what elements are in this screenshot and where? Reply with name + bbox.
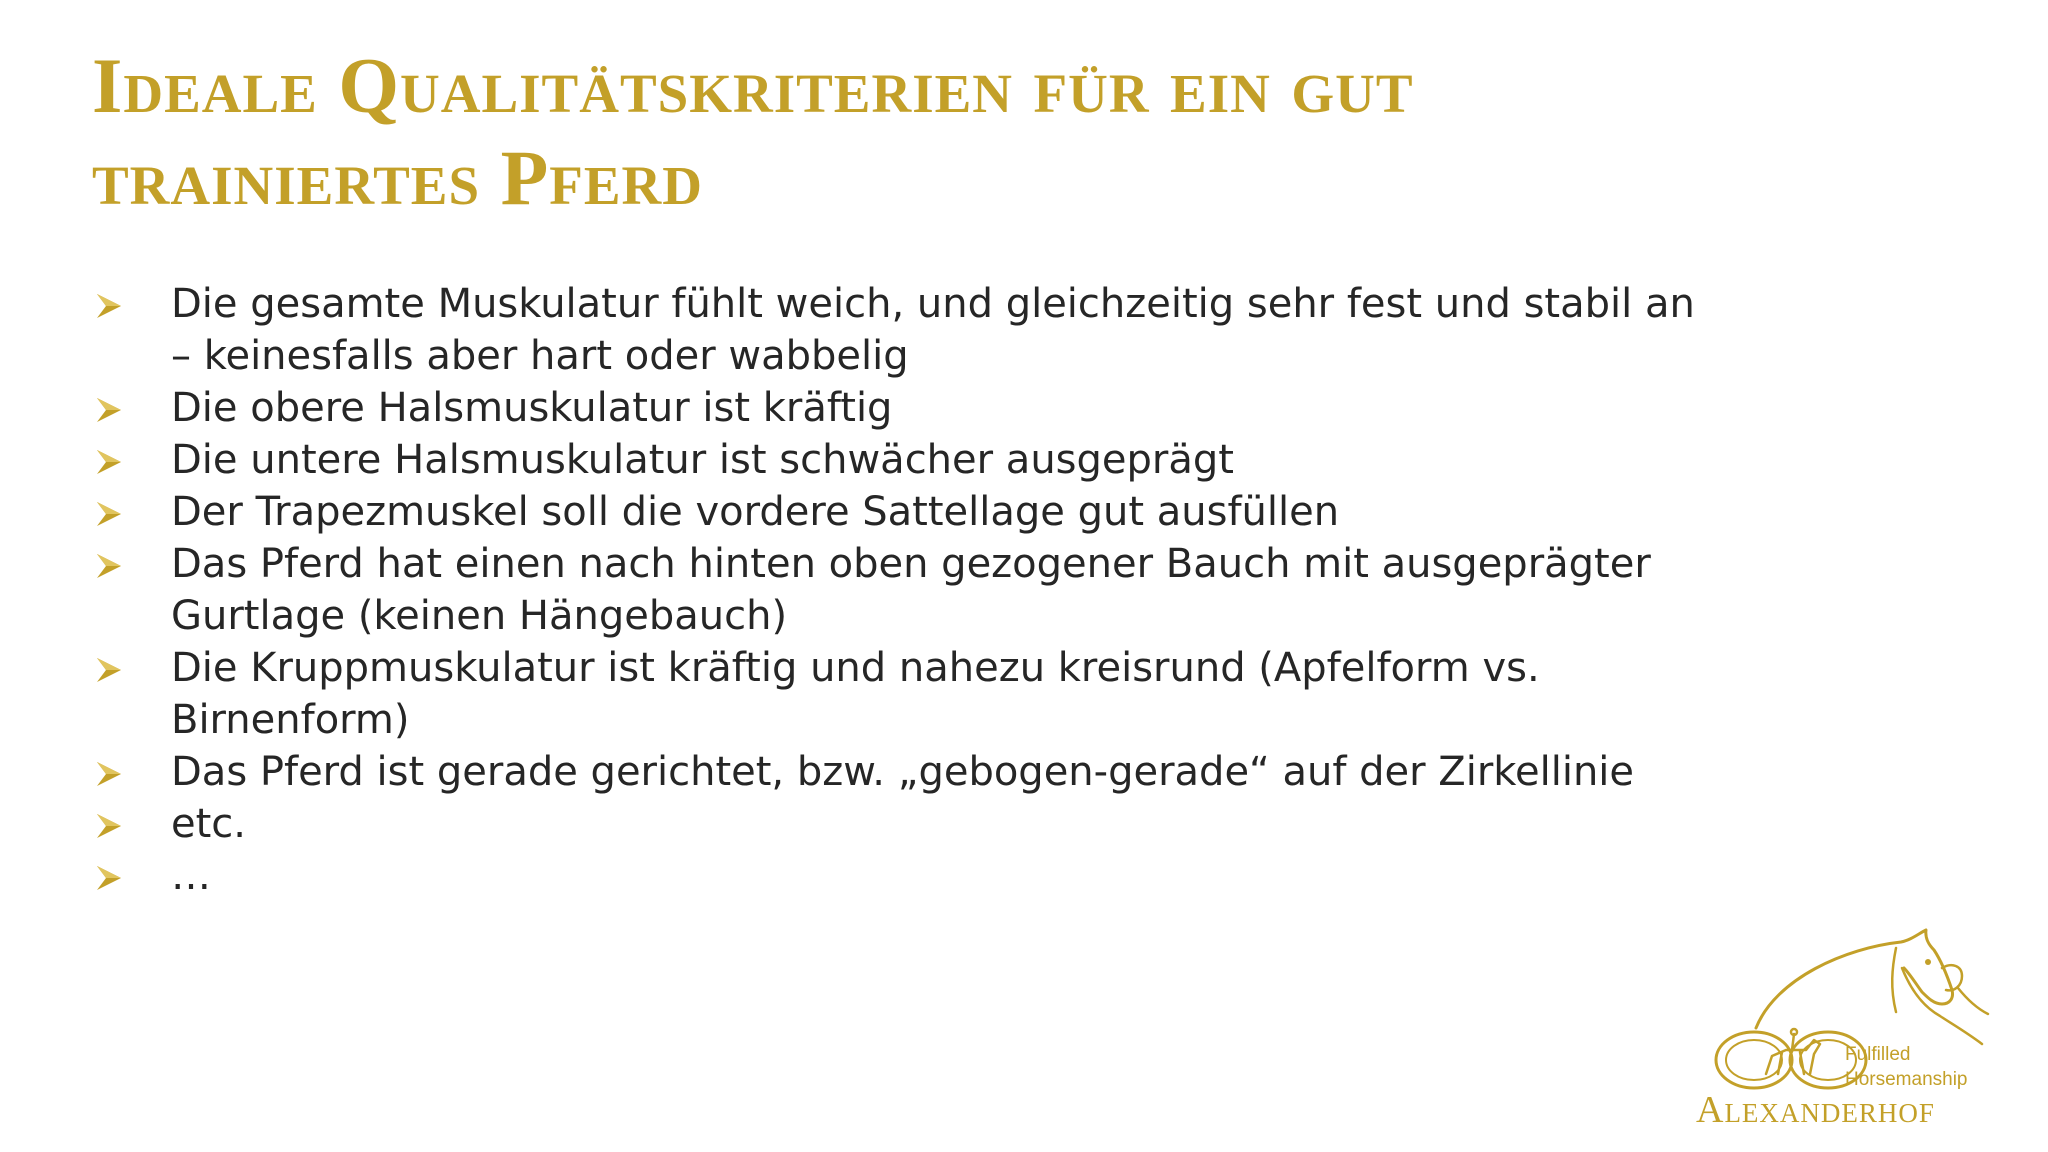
list-item <box>92 278 1712 382</box>
arrowhead-bullet-icon <box>96 397 122 423</box>
criteria-list <box>92 278 1712 902</box>
list-item-text: Die Kruppmuskulatur ist kräftig und nahezu kreisrund (Apfelform vs. Birnenform) <box>171 645 1540 743</box>
list-item <box>92 486 1712 538</box>
list-item <box>92 746 1712 798</box>
arrowhead-bullet-icon <box>96 761 122 787</box>
logo-subtitle-line1: Fulfilled <box>1845 1044 1911 1065</box>
arrowhead-bullet-icon <box>96 293 122 319</box>
arrowhead-bullet-icon <box>96 813 122 839</box>
list-item <box>92 850 1712 902</box>
list-item <box>92 538 1712 642</box>
list-item <box>92 434 1712 486</box>
arrowhead-bullet-icon <box>96 449 122 475</box>
arrowhead-bullet-icon <box>96 501 122 527</box>
list-item <box>92 642 1712 746</box>
list-item-text: Die gesamte Muskulatur fühlt weich, und gleichzeitig sehr fest und stabil an – keinesfalls aber hart oder wabbelig <box>171 281 1695 379</box>
list-item-text: Das Pferd ist gerade gerichtet, bzw. „gebogen-gerade“ auf der Zirkellinie <box>171 749 1635 795</box>
arrowhead-bullet-icon <box>96 865 122 891</box>
slide-title: Ideale Qualitätskriterien für ein gut trainiertes Pferd <box>92 42 1414 221</box>
list-item <box>92 798 1712 850</box>
list-item <box>92 382 1712 434</box>
logo-brand-name: Alexanderhof <box>1696 1089 1935 1131</box>
list-item-text: Das Pferd hat einen nach hinten oben gezogener Bauch mit ausgeprägter Gurtlage (keinen Hängebauch) <box>171 541 1651 639</box>
logo-subtitle-line2: Horsemanship <box>1845 1069 1968 1090</box>
list-item-text: etc. <box>171 801 246 847</box>
list-item-text: Der Trapezmuskel soll die vordere Sattellage gut ausfüllen <box>171 489 1340 535</box>
list-item-text: Die obere Halsmuskulatur ist kräftig <box>171 385 893 431</box>
arrowhead-bullet-icon <box>96 553 122 579</box>
alexanderhof-logo <box>1696 928 1996 1138</box>
arrowhead-bullet-icon <box>96 657 122 683</box>
list-item-text: Die untere Halsmuskulatur ist schwächer ausgeprägt <box>171 437 1234 483</box>
list-item-text: … <box>171 853 211 899</box>
